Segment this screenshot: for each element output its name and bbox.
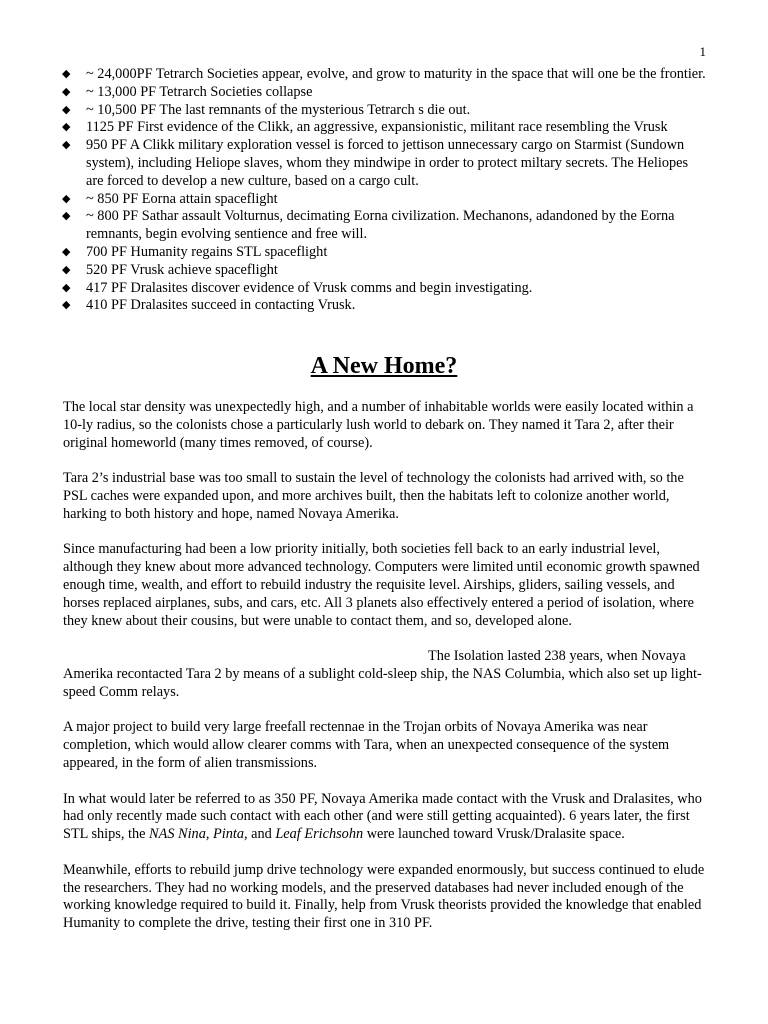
paragraph-colonization: The local star density was unexpectedly high, and a number of inhabitable worlds were easily located within a 10-ly radius, so the colonists chose a particularly lush world to debark on. They named it Tara 2, after their original homeworld (many times removed, of course). — [63, 399, 694, 451]
separator-text: , and — [243, 826, 276, 843]
body-text — [63, 399, 708, 951]
paragraph-rectennae: A major project to build very large freefall rectennae in the Trojan orbits of Novaya Amerika was near completion, which would allow clearer comms with Tara, when an unexpected consequence of the system appeared, in the form of alien transmissions. — [63, 719, 670, 771]
diamond-bullet-icon: ◆ — [62, 103, 71, 116]
section-title: A New Home? — [310, 353, 458, 379]
timeline-item-text: ~ 850 PF Eorna attain spaceflight — [86, 190, 278, 207]
diamond-bullet-icon: ◆ — [62, 192, 71, 205]
timeline-item-text: 950 PF A Clikk military exploration vessel is forced to jettison unnecessary cargo on Starmist (Sundown system), including Heliope slaves, whom they mindwipe in order to protect miltary secrets. The Heliopes are forced to develop a new culture, based on a cargo cult. — [86, 137, 689, 189]
diamond-bullet-icon: ◆ — [62, 245, 71, 258]
diamond-bullet-icon: ◆ — [62, 299, 71, 312]
diamond-bullet-icon: ◆ — [62, 68, 71, 80]
first-contact-text: In what would later be referred to as 350 PF, Novaya Amerika made contact with the Vrusk and Dralasites, who had only recently made such contact with each other (and were still getting acquainted). 6 years later, the first STL ships, the — [63, 790, 702, 843]
paragraph-jump-drive: Meanwhile, efforts to rebuild jump drive technology were expanded enormously, but success continued to elude the researchers. They had no working models, and the preserved databases had never included enough of the working knowledge required to build it. Finally, help from Vrusk theorists provided the knowledge that enabled Humanity to complete the drive, testing their first one in 310 PF. — [63, 861, 705, 932]
timeline-item-text: 520 PF Vrusk achieve spaceflight — [86, 261, 278, 278]
timeline-item — [62, 244, 707, 262]
timeline-item — [62, 137, 707, 190]
paragraph-industrial-base: Tara 2’s industrial base was too small to sustain the level of technology the colonists had arrived with, so the PSL caches were expanded upon, and more archives built, then the habitats left to colonize another world, harking to both history and hope, named Novaya Amerika. — [63, 470, 684, 522]
diamond-bullet-icon: ◆ — [62, 121, 71, 134]
timeline-item — [62, 84, 707, 102]
paragraph-isolation: The Isolation lasted 238 years, when Novaya Amerika recontacted Tara 2 by means of a sublight cold-sleep ship, the NAS Columbia, which also set up light-speed Comm relays. — [63, 648, 702, 700]
timeline-item-text: 1125 PF First evidence of the Clikk, an aggressive, expansionistic, militant race resembling the Vrusk — [86, 119, 668, 136]
page-number: 1 — [699, 44, 706, 59]
diamond-bullet-icon: ◆ — [62, 139, 71, 152]
timeline-item — [62, 191, 707, 209]
ship-name-nina: NAS Nina — [149, 826, 206, 843]
timeline-item — [62, 208, 707, 244]
first-contact-text-end: were launched toward Vrusk/Dralasite space. — [363, 826, 625, 843]
timeline-list — [62, 66, 707, 315]
diamond-bullet-icon: ◆ — [62, 281, 71, 294]
timeline-item-text: 700 PF Humanity regains STL spaceflight — [86, 243, 328, 260]
timeline-item-text: ~ 10,500 PF The last remnants of the mysterious Tetrarch s die out. — [86, 101, 471, 118]
timeline-item — [62, 262, 707, 280]
timeline-item-text: 417 PF Dralasites discover evidence of Vrusk comms and begin investigating. — [86, 279, 533, 296]
timeline-item — [62, 66, 707, 84]
ship-name-leaf-erichsohn: Leaf Erichsohn — [275, 826, 364, 843]
ship-name-pinta: Pinta — [213, 826, 244, 843]
timeline-item — [62, 280, 707, 298]
diamond-bullet-icon: ◆ — [62, 210, 71, 223]
diamond-bullet-icon: ◆ — [62, 263, 71, 276]
separator-text: , — [205, 826, 213, 843]
paragraph-manufacturing: Since manufacturing had been a low priority initially, both societies fell back to an early industrial level, although they knew about more advanced technology. Computers were limited until economic growth spawned enough time, wealth, and effort to rebuild industry the requisite level. Airships, gliders, sailing vessels, and horses replaced airplanes, subs, and cars, etc. All 3 planets also effectively entered a period of isolation, where they knew about their cousins, but were unable to contact them, and so, developed alone. — [63, 541, 700, 629]
timeline-item — [62, 119, 707, 137]
timeline-item-text: ~ 13,000 PF Tetrarch Societies collapse — [86, 83, 313, 100]
timeline-item — [62, 297, 707, 315]
timeline-item-text: ~ 800 PF Sathar assault Volturnus, decimating Eorna civilization. Mechanons, adandoned by the Eorna remnants, begin evolving sentience and free will. — [86, 208, 675, 243]
timeline-item-text: 410 PF Dralasites succeed in contacting Vrusk. — [86, 297, 356, 314]
timeline-item — [62, 102, 707, 120]
timeline-item-text: ~ 24,000PF Tetrarch Societies appear, evolve, and grow to maturity in the space that will one be the frontier. — [86, 66, 706, 82]
paragraph-first-contact — [63, 791, 708, 844]
diamond-bullet-icon: ◆ — [62, 85, 71, 98]
